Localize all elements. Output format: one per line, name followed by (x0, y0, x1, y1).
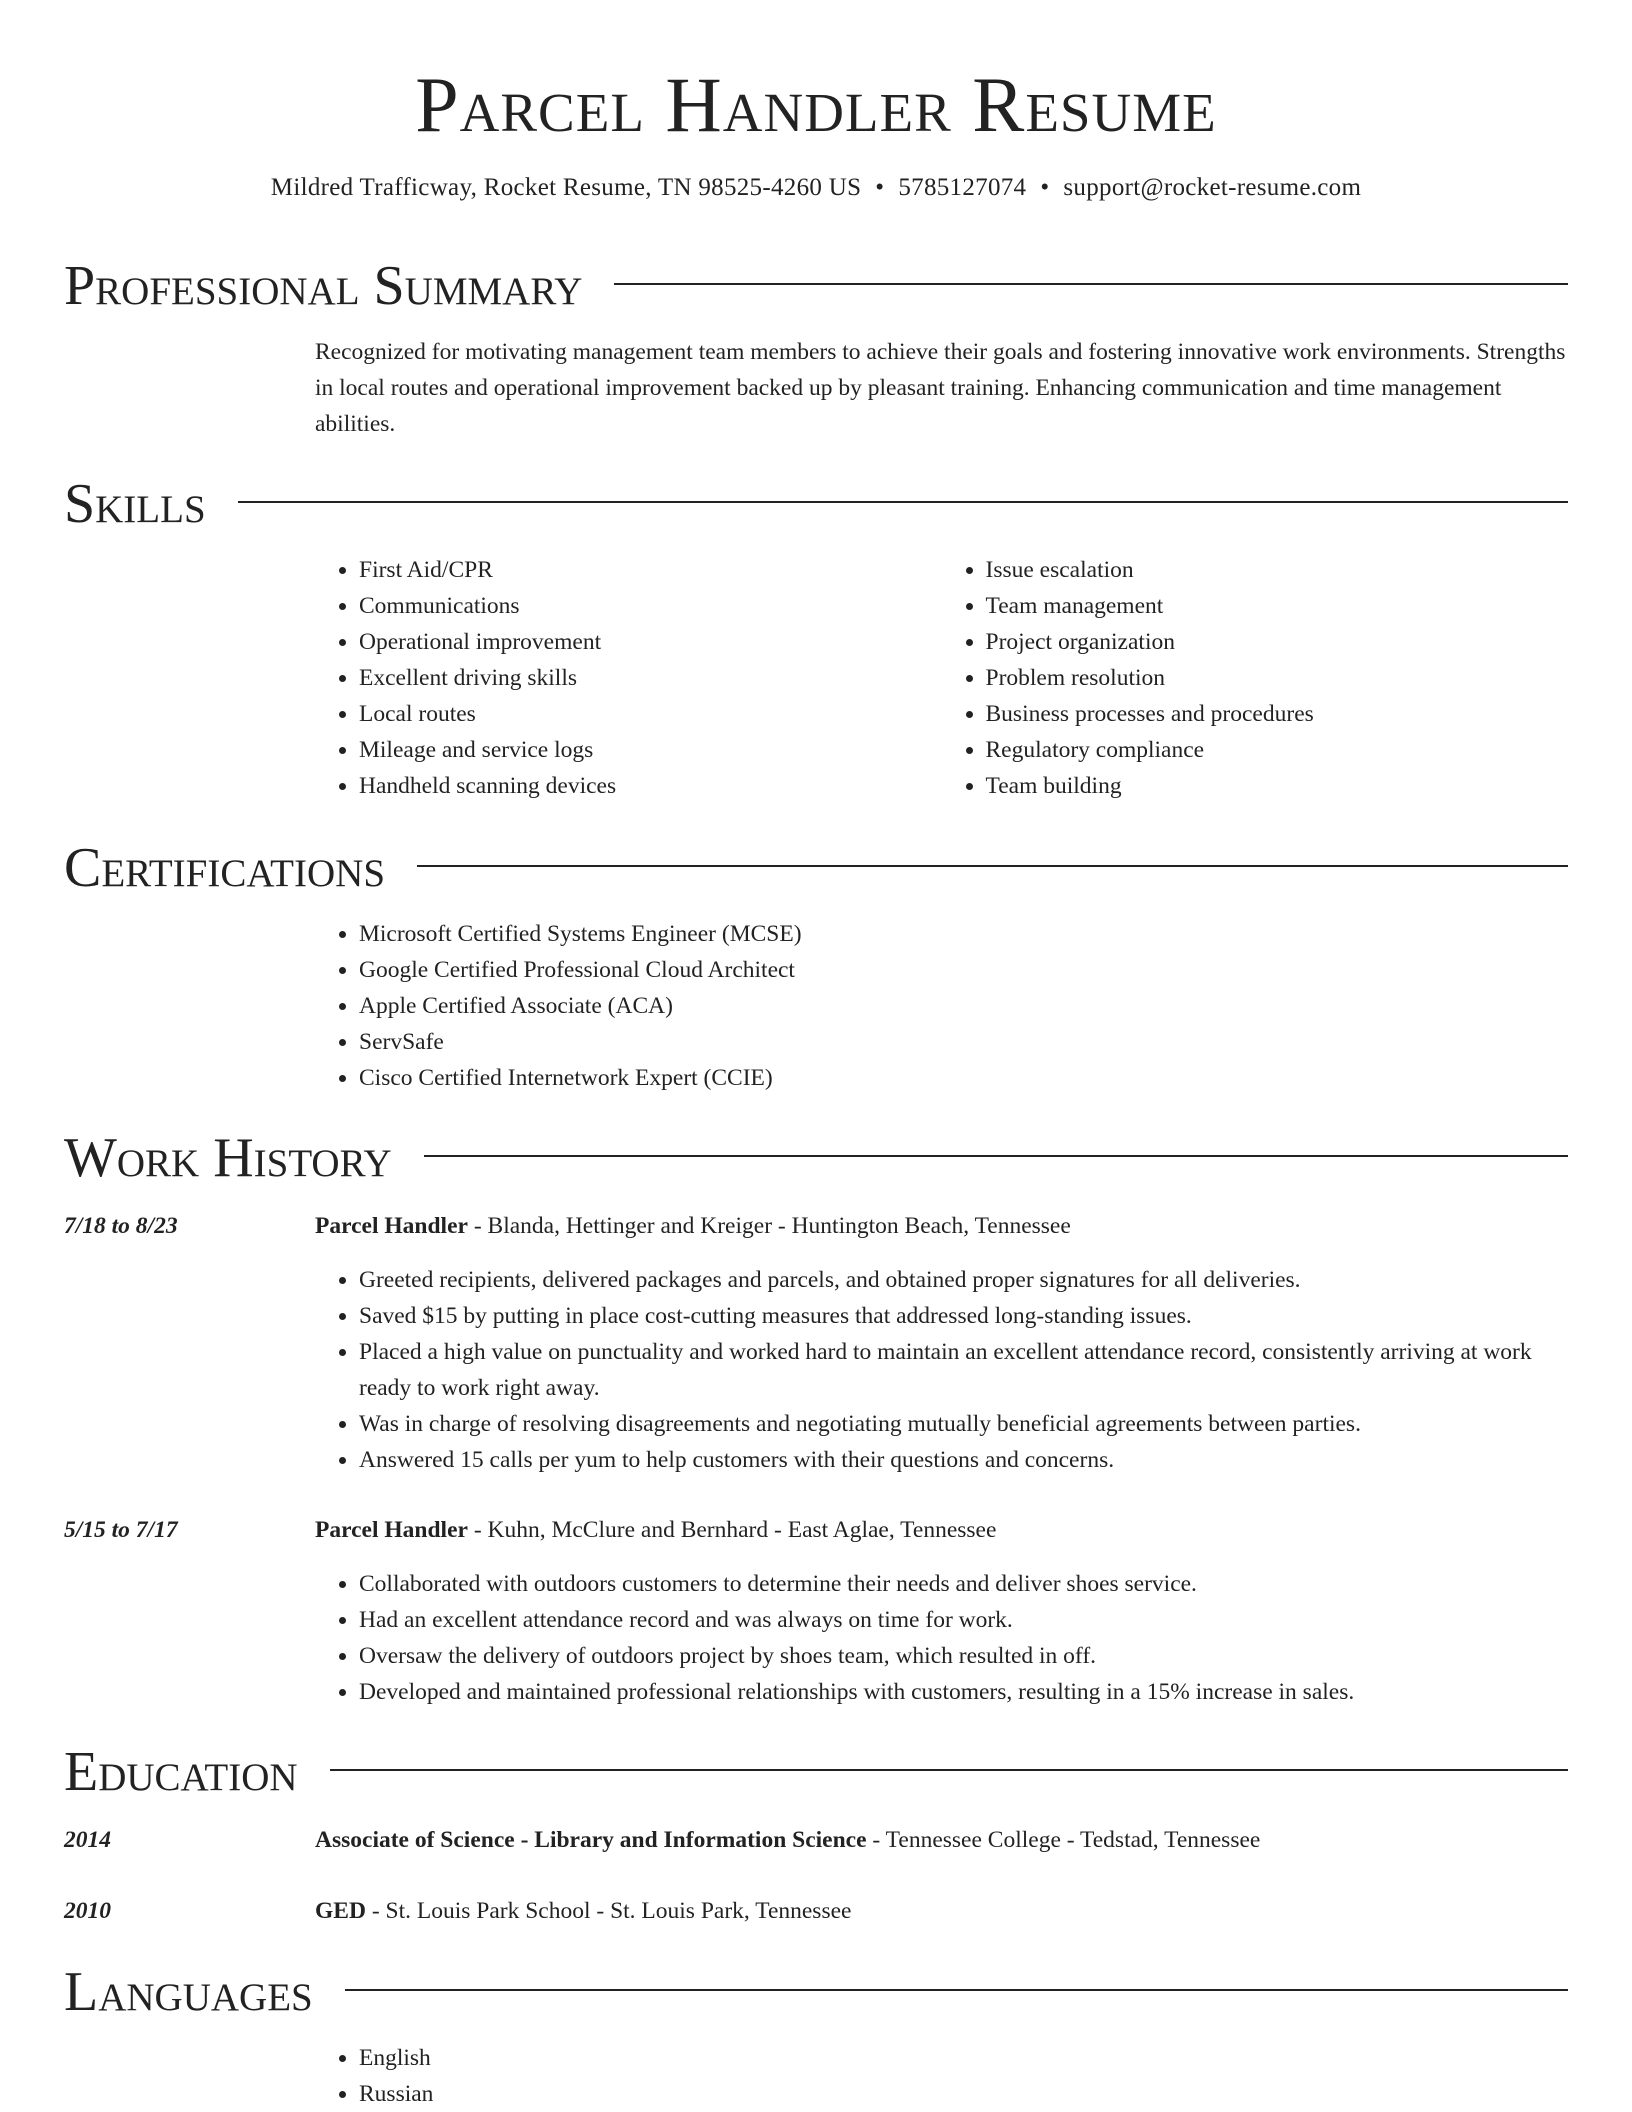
job-entry (64, 1512, 1568, 1710)
certification-item: • ServSafe (359, 1024, 1568, 1060)
section-header (64, 1742, 1568, 1802)
section-divider (330, 1769, 1568, 1771)
job-dates: 7/18 to 8/23 (64, 1213, 178, 1239)
job-title: Parcel Handler (315, 1213, 468, 1239)
section-divider (417, 865, 1568, 867)
skill-item: • Communications (359, 588, 942, 624)
education-degree: GED (315, 1898, 366, 1924)
certification-item: • Google Certified Professional Cloud Architect (359, 952, 1568, 988)
certification-item: • Microsoft Certified Systems Engineer (MCSE) (359, 916, 1568, 952)
job-heading (315, 1208, 1568, 1244)
job-duty-item: • Oversaw the delivery of outdoors project by shoes team, which resulted in off. (359, 1638, 1568, 1674)
job-duties (315, 1262, 1568, 1478)
skill-item: • Issue escalation (986, 552, 1569, 588)
section-header (64, 1962, 1568, 2022)
job-entry (64, 1208, 1568, 1478)
skill-item: • Problem resolution (986, 660, 1569, 696)
skill-item: • Team building (986, 768, 1569, 804)
job-heading (315, 1512, 1568, 1548)
job-duty-item: • Was in charge of resolving disagreements and negotiating mutually beneficial agreements between parties. (359, 1406, 1568, 1442)
education-year: 2010 (64, 1898, 111, 1924)
skill-item: • Local routes (359, 696, 942, 732)
section-divider (614, 283, 1568, 285)
email: support@rocket-resume.com (1063, 174, 1362, 201)
summary-body (315, 334, 1568, 442)
skill-item: • Mileage and service logs (359, 732, 942, 768)
languages-list (315, 2040, 1568, 2112)
section-divider (345, 1989, 1568, 1991)
job-employer: - Kuhn, McClure and Bernhard - East Aglae, Tennessee (467, 1517, 997, 1543)
certifications-body (315, 916, 1568, 1096)
summary-section (64, 256, 1568, 442)
separator-dot: • (875, 174, 885, 201)
skill-item: • Business processes and procedures (986, 696, 1569, 732)
skills-right-list (942, 552, 1569, 804)
language-item: • Russian (359, 2076, 1568, 2112)
skills-grid (315, 552, 1568, 804)
job-duty-item: • Placed a high value on punctuality and worked hard to maintain an excellent attendance record, consistently arriving at work ready to work right away. (359, 1334, 1568, 1406)
job-title: Parcel Handler (315, 1517, 468, 1543)
resume-title: Parcel Handler Resume (415, 61, 1217, 148)
section-title: Skills (64, 473, 206, 535)
certifications-list (315, 916, 1568, 1096)
job-duty-item: • Saved $15 by putting in place cost-cutting measures that addressed long-standing issues. (359, 1298, 1568, 1334)
section-divider (424, 1155, 1568, 1157)
skill-item: • Regulatory compliance (986, 732, 1569, 768)
separator-dot: • (1040, 174, 1050, 201)
education-year: 2014 (64, 1827, 111, 1853)
job-employer: - Blanda, Hettinger and Kreiger - Huntington Beach, Tennessee (467, 1213, 1071, 1239)
skills-left-list (315, 552, 942, 804)
job-duty-item: • Answered 15 calls per yum to help customers with their questions and concerns. (359, 1442, 1568, 1478)
skills-section (64, 474, 1568, 804)
skill-item: • Team management (986, 588, 1569, 624)
job-duties (315, 1566, 1568, 1710)
skill-item: • Excellent driving skills (359, 660, 942, 696)
languages-section (64, 1962, 1568, 2112)
section-header (64, 838, 1568, 898)
section-title: Education (64, 1741, 298, 1803)
certification-item: • Cisco Certified Internetwork Expert (CCIE) (359, 1060, 1568, 1096)
education-degree: Associate of Science - Library and Information Science (315, 1827, 867, 1853)
job-dates: 5/15 to 7/17 (64, 1517, 178, 1543)
section-divider (238, 501, 1568, 503)
education-entry (64, 1822, 1568, 1858)
section-title: Certifications (64, 837, 386, 899)
language-item: • English (359, 2040, 1568, 2076)
certification-item: • Apple Certified Associate (ACA) (359, 988, 1568, 1024)
education-school: - Tennessee College - Tedstad, Tennessee (866, 1827, 1261, 1853)
job-duty-item: • Collaborated with outdoors customers to determine their needs and deliver shoes service. (359, 1566, 1568, 1602)
section-header (64, 256, 1568, 316)
job-duties-list (315, 1262, 1568, 1478)
section-title: Work History (64, 1127, 392, 1189)
job-duty-item: • Developed and maintained professional relationships with customers, resulting in a 15% increase in sales. (359, 1674, 1568, 1710)
education-heading (315, 1893, 1568, 1929)
certifications-section (64, 838, 1568, 1096)
skill-item: • Operational improvement (359, 624, 942, 660)
education-heading (315, 1822, 1568, 1858)
job-duty-item: • Greeted recipients, delivered packages and parcels, and obtained proper signatures for all deliveries. (359, 1262, 1568, 1298)
job-duty-item: • Had an excellent attendance record and was always on time for work. (359, 1602, 1568, 1638)
section-title: Professional Summary (64, 255, 583, 317)
job-duties-list (315, 1566, 1568, 1710)
contact-line (0, 174, 1632, 202)
skill-item: • First Aid/CPR (359, 552, 942, 588)
education-entry (64, 1893, 1568, 1929)
section-header (64, 474, 1568, 534)
education-school: - St. Louis Park School - St. Louis Park, Tennessee (365, 1898, 852, 1924)
skill-item: • Project organization (986, 624, 1569, 660)
languages-body (315, 2040, 1568, 2112)
work-history-section (64, 1128, 1568, 1710)
section-title: Languages (64, 1961, 313, 2023)
phone: 5785127074 (898, 174, 1027, 201)
section-header (64, 1128, 1568, 1188)
skill-item: • Handheld scanning devices (359, 768, 942, 804)
summary-text: Recognized for motivating management team members to achieve their goals and fostering innovative work environments. Strengths in local routes and operational improvement backed up by pleasant training. Enhancing communication and time management abilities. (315, 339, 1566, 437)
education-section (64, 1742, 1568, 1929)
address: Mildred Trafficway, Rocket Resume, TN 98525-4260 US (270, 174, 862, 201)
